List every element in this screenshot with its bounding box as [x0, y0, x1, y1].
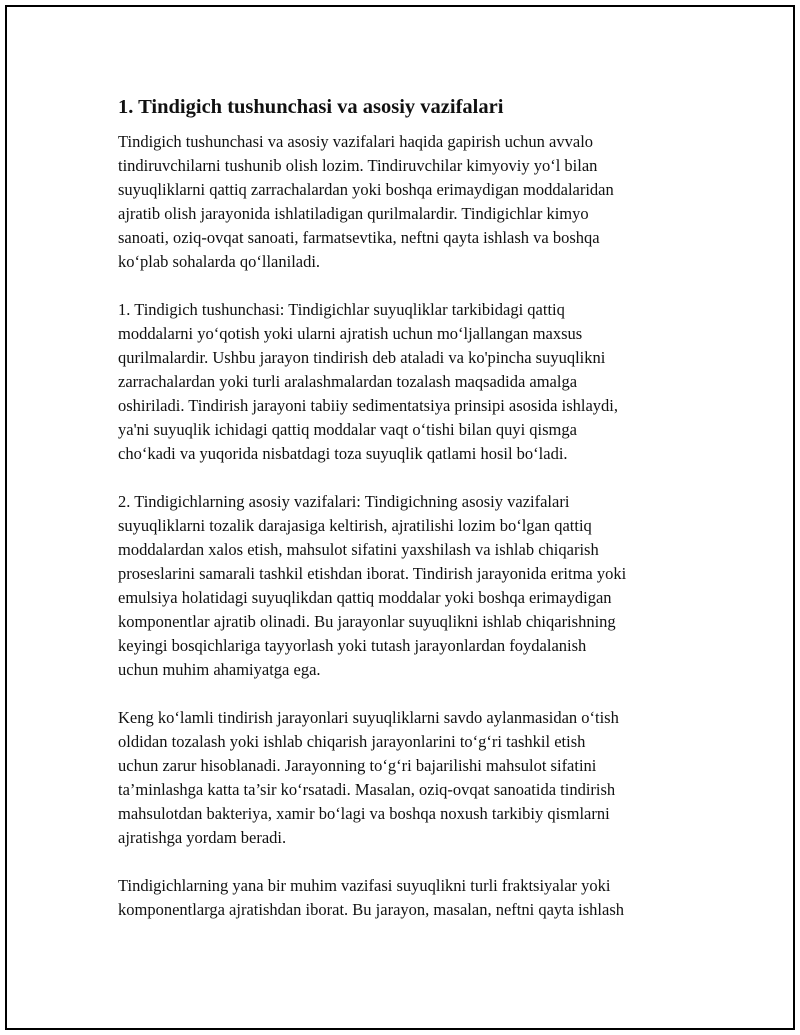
text-line: suyuqliklarni qattiq zarrachalardan yoki boshqa erimaydigan moddalaridan	[118, 180, 614, 199]
text-line: ya'ni suyuqlik ichidagi qattiq moddalar vaqt o‘tishi bilan quyi qismga	[118, 420, 577, 439]
text-line: komponentlar ajratib olinadi. Bu jarayonlar suyuqlikni ishlab chiqarishning	[118, 612, 616, 631]
section-heading: 1. Tindigich tushunchasi va asosiy vazifalari	[118, 96, 504, 118]
text-line: Tindigichlarning yana bir muhim vazifasi suyuqlikni turli fraktsiyalar yoki	[118, 876, 611, 895]
paragraph	[118, 490, 698, 682]
text-line: oshiriladi. Tindirish jarayoni tabiiy sedimentatsiya prinsipi asosida ishlaydi,	[118, 396, 619, 415]
text-line: mahsulotdan bakteriya, xamir bo‘lagi va boshqa noxush tarkibiy qismlarni	[118, 804, 610, 823]
text-line: oldidan tozalash yoki ishlab chiqarish jarayonlarini to‘g‘ri tashkil etish	[118, 732, 586, 751]
text-line: 2. Tindigichlarning asosiy vazifalari: Tindigichning asosiy vazifalari	[118, 492, 570, 511]
text-line: proseslarini samarali tashkil etishdan iborat. Tindirish jarayonida eritma yoki	[118, 564, 627, 583]
text-line: zarrachalardan yoki turli aralashmalardan tozalash maqsadida amalga	[118, 372, 578, 391]
text-line: ajratishga yordam beradi.	[118, 828, 287, 847]
text-line: sanoati, oziq-ovqat sanoati, farmatsevtika, neftni qayta ishlash va boshqa	[118, 228, 600, 247]
text-line: keyingi bosqichlariga tayyorlash yoki tutash jarayonlardan foydalanish	[118, 636, 587, 655]
text-line: ajratib olish jarayonida ishlatiladigan qurilmalardir. Tindigichlar kimyo	[118, 204, 589, 223]
text-line: 1. Tindigich tushunchasi: Tindigichlar suyuqliklar tarkibidagi qattiq	[118, 300, 565, 319]
paragraphs-container	[118, 130, 698, 922]
text-line: ko‘plab sohalarda qo‘llaniladi.	[118, 252, 321, 271]
text-line: emulsiya holatidagi suyuqlikdan qattiq moddalar yoki boshqa erimaydigan	[118, 588, 612, 607]
text-line: uchun zarur hisoblanadi. Jarayonning to‘g‘ri bajarilishi mahsulot sifatini	[118, 756, 597, 775]
paragraph	[118, 706, 698, 850]
document-body	[118, 93, 698, 946]
paragraph	[118, 874, 698, 922]
text-line: ta’minlashga katta ta’sir ko‘rsatadi. Masalan, oziq-ovqat sanoatida tindirish	[118, 780, 616, 799]
text-line: uchun muhim ahamiyatga ega.	[118, 660, 321, 679]
text-line: cho‘kadi va yuqorida nisbatdagi toza suyuqlik qatlami hosil bo‘ladi.	[118, 444, 568, 463]
text-line: Tindigich tushunchasi va asosiy vazifalari haqida gapirish uchun avvalo	[118, 132, 594, 151]
text-line: komponentlarga ajratishdan iborat. Bu jarayon, masalan, neftni qayta ishlash	[118, 900, 625, 919]
text-line: qurilmalardir. Ushbu jarayon tindirish deb ataladi va ko'pincha suyuqlikni	[118, 348, 606, 367]
text-line: moddalarni yo‘qotish yoki ularni ajratish uchun mo‘ljallangan maxsus	[118, 324, 583, 343]
paragraph	[118, 298, 698, 466]
paragraph	[118, 130, 698, 274]
text-line: suyuqliklarni tozalik darajasiga keltirish, ajratilishi lozim bo‘lgan qattiq	[118, 516, 592, 535]
text-line: moddalardan xalos etish, mahsulot sifatini yaxshilash va ishlab chiqarish	[118, 540, 599, 559]
text-line: tindiruvchilarni tushunib olish lozim. Tindiruvchilar kimyoviy yo‘l bilan	[118, 156, 598, 175]
text-line: Keng ko‘lamli tindirish jarayonlari suyuqliklarni savdo aylanmasidan o‘tish	[118, 708, 619, 727]
